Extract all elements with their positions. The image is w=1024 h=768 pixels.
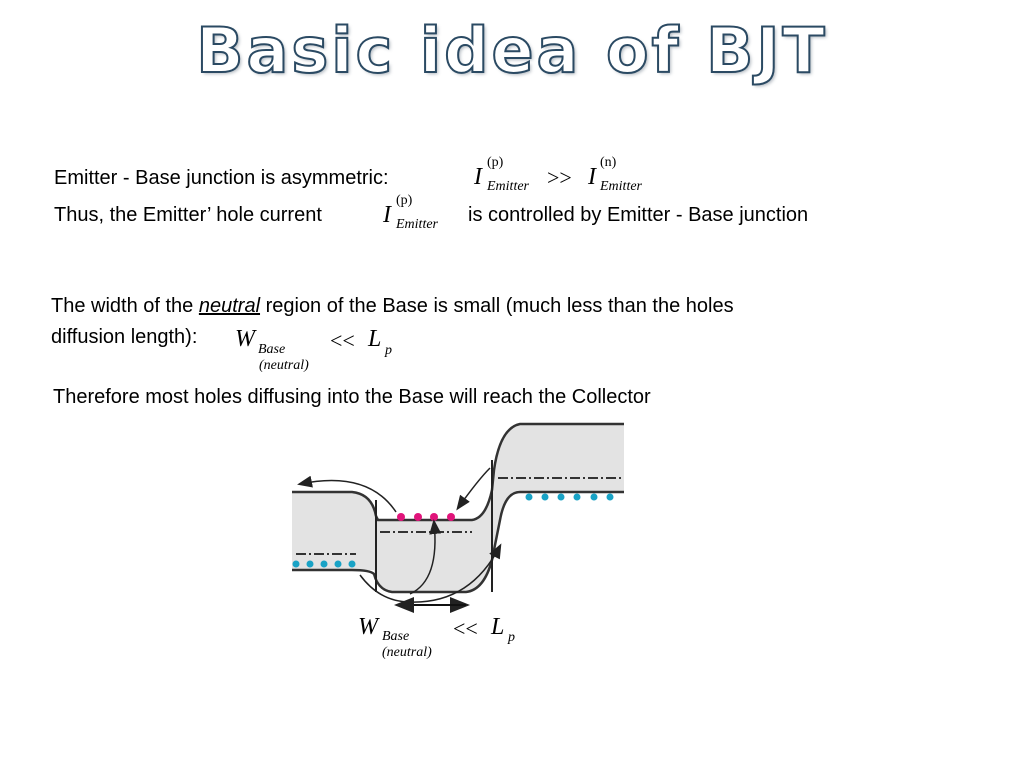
current-symbol: I: [383, 202, 391, 228]
hole-current-text: Thus, the Emitter’ hole current: [54, 204, 322, 226]
subscript-base: Base: [258, 342, 286, 357]
neutral-emphasis: neutral: [198, 295, 261, 317]
current-symbol: I: [588, 164, 596, 190]
hole-dot: [447, 513, 455, 521]
slide-title: Basic idea of BJT: [196, 14, 828, 87]
superscript-p: (p): [487, 155, 504, 170]
hole-dot: [430, 513, 438, 521]
base-width-text-part1: The width of the: [51, 295, 199, 317]
subscript-neutral: (neutral): [382, 645, 432, 660]
superscript-n: (n): [600, 155, 617, 170]
electron-dot: [349, 561, 356, 568]
diffusion-length-text: diffusion length):: [51, 326, 198, 348]
electron-dot: [335, 561, 342, 568]
much-less-operator: <<: [453, 616, 478, 641]
diffusion-length-symbol: L: [491, 614, 505, 640]
subscript-base: Base: [382, 629, 410, 644]
electron-dot: [607, 494, 614, 501]
current-symbol: I: [474, 164, 482, 190]
hole-dot: [397, 513, 405, 521]
hole-dot: [414, 513, 422, 521]
asymmetric-junction-text: Emitter - Base junction is asymmetric:: [54, 167, 389, 189]
electron-dot: [574, 494, 581, 501]
holes-reach-collector-text: Therefore most holes diffusing into the Base will reach the Collector: [53, 386, 651, 408]
generation-arrow: [458, 468, 490, 508]
diffusion-length-symbol: L: [368, 326, 382, 352]
subscript-emitter: Emitter: [487, 179, 529, 194]
electron-dot: [307, 561, 314, 568]
subscript-emitter: Emitter: [600, 179, 642, 194]
electron-dot: [542, 494, 549, 501]
subscript-p: p: [508, 630, 515, 645]
superscript-p: (p): [396, 193, 413, 208]
electron-dot: [558, 494, 565, 501]
electron-dot: [526, 494, 533, 501]
electron-dot: [293, 561, 300, 568]
controlled-by-junction-text: is controlled by Emitter - Base junction: [468, 204, 809, 226]
much-less-operator: <<: [330, 328, 355, 353]
width-symbol: W: [235, 326, 255, 352]
electron-dot: [591, 494, 598, 501]
electron-dot: [321, 561, 328, 568]
subscript-p: p: [385, 343, 392, 358]
subscript-emitter: Emitter: [396, 217, 438, 232]
base-width-text-part2: region of the Base is small (much less than the holes: [260, 295, 734, 317]
much-greater-operator: >>: [547, 165, 572, 190]
width-symbol: W: [358, 614, 378, 640]
subscript-neutral: (neutral): [259, 358, 309, 373]
